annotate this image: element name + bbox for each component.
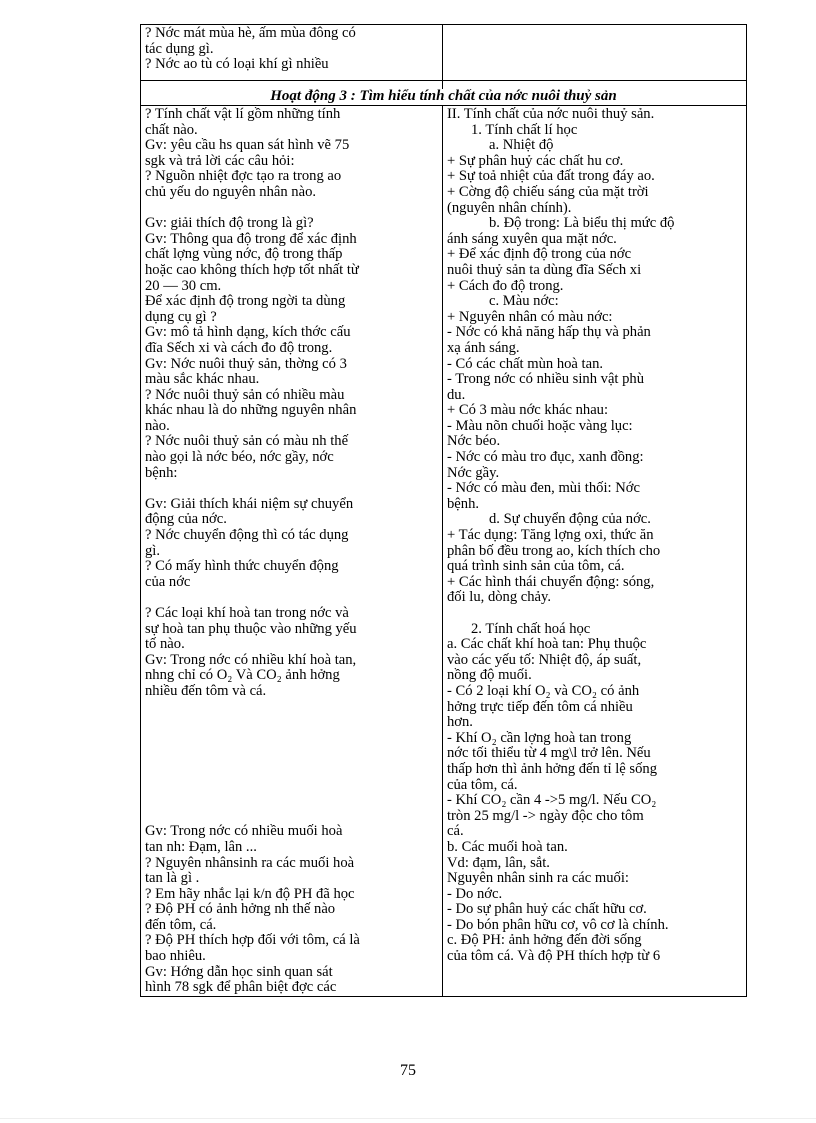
text-line: tác dụng gì.	[145, 41, 214, 57]
text-line: - Khí O₂ cần lợng hoà tan trong	[447, 730, 632, 746]
text-line: Để xác định độ trong ngời ta dùng	[145, 294, 346, 310]
text-line	[145, 793, 438, 809]
top-row-left-cell	[141, 25, 443, 81]
text-line: Gv: Trong nớc có nhiều muối hoà	[145, 824, 343, 840]
text-line: Gv: Nớc nuôi thuỷ sản, thờng có 3	[145, 356, 347, 372]
section-heading-row	[141, 89, 747, 106]
text-line: hoặc cao không thích hợp tốt nhất từ	[145, 262, 359, 278]
text-line: chủ yếu do nguyên nhân nào.	[145, 184, 317, 200]
text-line: - Có các chất mùn hoà tan.	[447, 356, 604, 372]
text-line	[145, 731, 438, 747]
text-line: ánh sáng xuyên qua mặt nớc.	[447, 231, 617, 247]
text-line: Nớc béo.	[447, 434, 501, 450]
text-line: khác nhau là do những nguyên nhân	[145, 403, 357, 419]
text-line: ? Nớc ao tù có loại khí gì nhiều	[145, 57, 329, 73]
text-line: hởng trực tiếp đến tôm cá nhiều	[447, 699, 633, 715]
text-line: cá.	[447, 824, 464, 840]
text-line: 1. Tính chất lí học	[471, 122, 578, 138]
text-line: chất nào.	[145, 122, 198, 138]
text-line: động của nớc.	[145, 512, 227, 528]
text-line: Gv: giải thích độ trong là gì?	[145, 216, 314, 232]
text-line: Nguyên nhân sinh ra các muối:	[447, 871, 629, 887]
text-line: vào các yếu tố: Nhiệt độ, áp suất,	[447, 652, 642, 668]
text-line: gì.	[145, 543, 160, 559]
page-bottom-rule	[0, 1118, 816, 1119]
text-line	[145, 809, 438, 825]
text-line: sự hoà tan phụ thuộc vào những yếu	[145, 621, 357, 637]
text-line: - Do bón phân hữu cơ, vô cơ là chính.	[447, 917, 669, 933]
text-line: dụng cụ gì ?	[145, 309, 217, 325]
text-line: - Do sự phân huỷ các chất hữu cơ.	[447, 902, 647, 918]
text-line: đến tôm, cá.	[145, 917, 217, 933]
text-line	[145, 715, 438, 731]
text-line: tố nào.	[145, 637, 185, 653]
text-line: - Nớc có màu đen, mùi thối: Nớc	[447, 481, 640, 497]
text-line: ? Nguyên nhânsinh ra các muối hoà	[145, 855, 355, 871]
spacer-cell	[443, 81, 747, 90]
text-line: - Khí CO₂ cần 4 ->5 mg/l. Nếu CO₂	[447, 793, 657, 809]
text-line: (nguyên nhân chính).	[447, 200, 572, 216]
spacer-row	[141, 81, 747, 90]
text-line: nớc tối thiểu từ 4 mg\l trở lên. Nếu	[447, 746, 651, 762]
text-line: ? Nớc mát mùa hè, ấm mùa đông có	[145, 26, 356, 41]
text-line: II. Tính chất của nớc nuôi thuỷ sản.	[447, 107, 655, 122]
text-line: đĩa Sếch xi và cách đo độ trong.	[145, 340, 333, 356]
text-line: nhng chỉ có O₂ Và CO₂ ảnh hởng	[145, 668, 340, 684]
text-line: xạ ánh sáng.	[447, 340, 520, 356]
text-line: + Các hình thái chuyển động: sóng,	[447, 574, 655, 590]
text-line: nồng độ muối.	[447, 668, 532, 684]
text-line: 20 — 30 cm.	[145, 278, 222, 294]
text-line: ? Nớc chuyển động thì có tác dụng	[145, 528, 349, 544]
content-row	[141, 106, 747, 997]
text-line: Gv: Hớng dẫn học sinh quan sát	[145, 964, 333, 980]
text-line: du.	[447, 387, 466, 403]
text-line: của nớc	[145, 574, 191, 590]
text-line: Gv: mô tả hình dạng, kích thớc cấu	[145, 325, 351, 341]
text-line: ? Nớc nuôi thuỷ sản có màu nh thế	[145, 434, 349, 450]
text-line: ? Nớc nuôi thuỷ sản có nhiều màu	[145, 387, 345, 403]
lesson-table	[140, 24, 747, 997]
text-line: ? Nguồn nhiệt đợc tạo ra trong ao	[145, 169, 342, 185]
text-line: b. Các muối hoà tan.	[447, 839, 568, 855]
text-line: - Do nớc.	[447, 886, 503, 902]
text-line: sgk và trả lời các câu hỏi:	[145, 153, 295, 169]
text-line: bao nhiêu.	[145, 949, 206, 965]
text-line: Vd: đạm, lân, sắt.	[447, 855, 550, 871]
text-line: Nớc gầy.	[447, 465, 500, 481]
text-line	[145, 762, 438, 778]
text-line: Gv: Thông qua độ trong để xác định	[145, 231, 357, 247]
text-line: phân bố đều trong ao, kích thích cho	[447, 543, 661, 559]
text-line: + Tác dụng: Tăng lợng oxi, thức ăn	[447, 528, 654, 544]
text-line: Gv: yêu cầu hs quan sát hình vẽ 75	[145, 138, 350, 154]
text-line: + Cờng độ chiếu sáng của mặt trời	[447, 184, 649, 200]
text-line: + Sự toả nhiệt của đất trong đáy ao.	[447, 169, 655, 185]
text-line	[447, 606, 742, 622]
page-number: 75	[400, 1062, 416, 1079]
text-line: + Cách đo độ trong.	[447, 278, 564, 294]
text-line: màu sắc khác nhau.	[145, 372, 260, 388]
text-line: a. Nhiệt độ	[489, 138, 554, 154]
text-line: a. Các chất khí hoà tan: Phụ thuộc	[447, 637, 647, 653]
right-column	[443, 106, 747, 997]
text-line	[145, 481, 438, 497]
text-line: c. Màu nớc:	[489, 294, 559, 310]
text-line: - Nớc có màu tro đục, xanh đồng:	[447, 450, 644, 466]
text-line: - Màu nõn chuối hoặc vàng lục:	[447, 418, 633, 434]
text-line: ? Độ PH có ảnh hởng nh thế nào	[145, 902, 336, 918]
text-line: - Có 2 loại khí O₂ và CO₂ có ảnh	[447, 683, 640, 699]
text-line: nuôi thuỷ sản ta dùng đĩa Sếch xi	[447, 262, 642, 278]
text-line: 2. Tính chất hoá học	[471, 621, 591, 637]
text-line: ? Độ PH thích hợp đối với tôm, cá là	[145, 933, 360, 949]
text-line: thấp hơn thì ảnh hởng đến tỉ lệ sống	[447, 761, 657, 777]
text-line: d. Sự chuyển động của nớc.	[489, 512, 651, 528]
text-line: ? Tính chất vật lí gồm những tính	[145, 107, 341, 122]
text-line	[145, 700, 438, 716]
text-line: bệnh.	[447, 496, 480, 512]
text-line: bệnh:	[145, 465, 178, 481]
text-line	[145, 590, 438, 606]
text-line: chất lợng vùng nớc, độ trong thấp	[145, 247, 343, 263]
text-line: c. Độ PH: ảnh hởng đến đời sống	[447, 933, 642, 949]
text-line: nào.	[145, 418, 170, 434]
text-line: Gv: Trong nớc có nhiều khí hoà tan,	[145, 652, 357, 668]
spacer-cell	[141, 81, 443, 90]
text-line: tan là gì .	[145, 871, 200, 887]
text-line: của tôm cá. Và độ PH thích hợp từ 6	[447, 949, 661, 965]
text-line	[145, 746, 438, 762]
text-line: ? Các loại khí hoà tan trong nớc và	[145, 606, 349, 621]
text-line: của tôm, cá.	[447, 777, 518, 793]
text-line: tan nh: Đạm, lân ...	[145, 839, 257, 855]
text-line: ? Em hãy nhắc lại k/n độ PH đã học	[145, 886, 355, 902]
text-line: nhiều đến tôm và cá.	[145, 683, 267, 699]
text-line: + Để xác định độ trong của nớc	[447, 247, 632, 263]
text-line: - Trong nớc có nhiều sinh vật phù	[447, 372, 645, 388]
text-line	[145, 778, 438, 794]
text-line: ? Có mấy hình thức chuyển động	[145, 559, 339, 575]
text-line: quá trình sinh sản của tôm, cá.	[447, 559, 625, 575]
top-row	[141, 25, 747, 81]
text-line: hình 78 sgk để phân biệt đợc các	[145, 980, 337, 996]
text-line: đối lu, dòng chảy.	[447, 590, 552, 606]
text-line: tròn 25 mg/l -> ngày độc cho tôm	[447, 808, 644, 824]
text-line: Gv: Giải thích khái niệm sự chuyển	[145, 496, 354, 512]
text-line	[145, 201, 438, 217]
left-column	[141, 106, 443, 997]
text-line: - Nớc có khả năng hấp thụ và phản	[447, 325, 651, 341]
text-line: + Nguyên nhân có màu nớc:	[447, 309, 613, 325]
text-line: nào gọi là nớc béo, nớc gầy, nớc	[145, 450, 334, 466]
section-heading: Hoạt động 3 : Tìm hiểu tính chất của nớc nuôi thuỷ sản	[141, 89, 747, 106]
text-line: hơn.	[447, 715, 473, 731]
top-row-right-cell	[443, 25, 747, 81]
text-line: + Sự phân huỷ các chất hu cơ.	[447, 153, 624, 169]
text-line: + Có 3 màu nớc khác nhau:	[447, 403, 609, 419]
text-line: b. Độ trong: Là biểu thị mức độ	[489, 216, 675, 232]
